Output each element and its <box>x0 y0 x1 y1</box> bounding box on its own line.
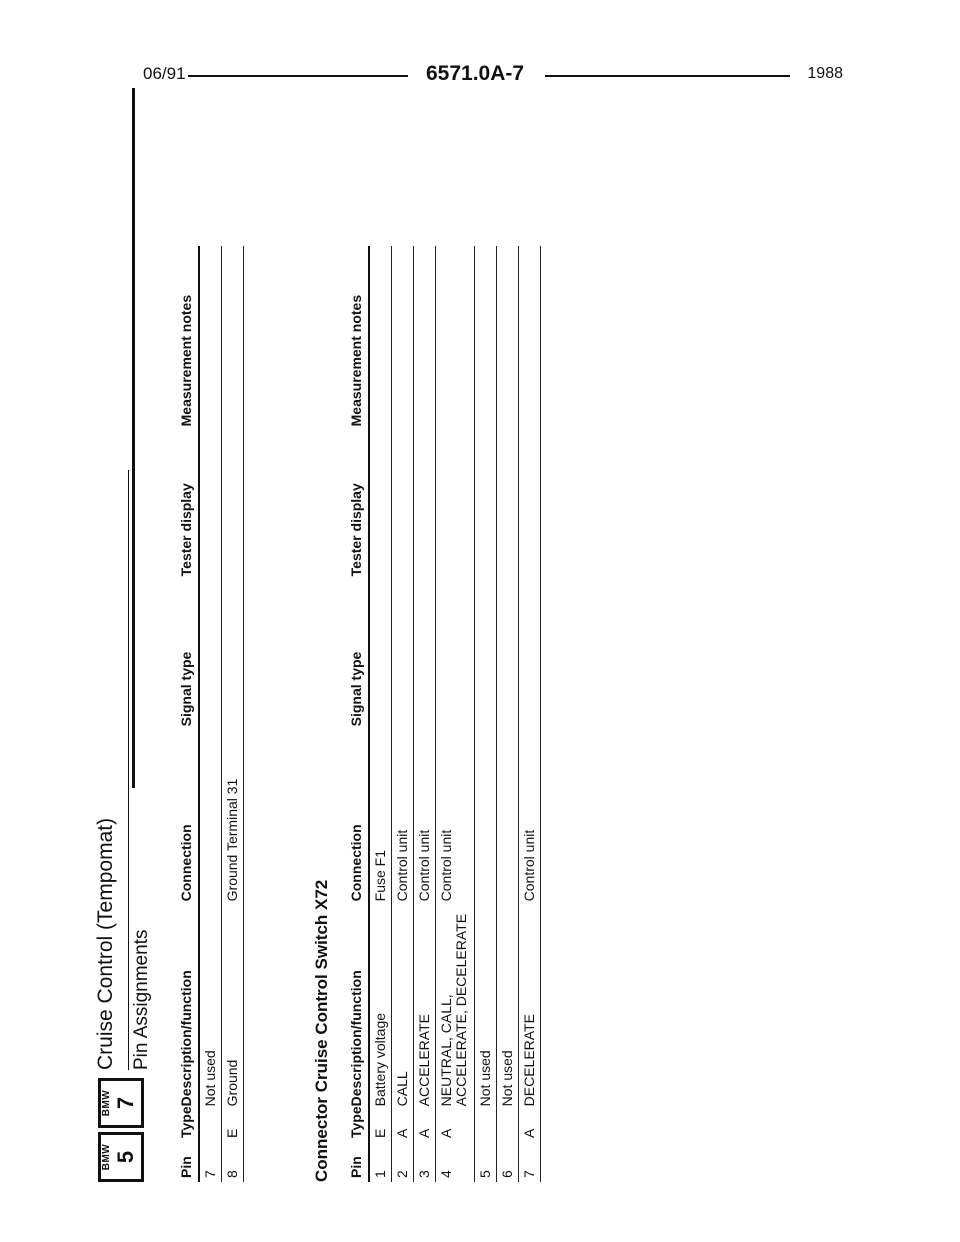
cell-description: CALL <box>392 901 414 1106</box>
header-year: 1988 <box>807 65 843 82</box>
col-tester-display: Tester display <box>178 483 194 577</box>
col-pin: Pin <box>348 1156 364 1178</box>
table-row <box>392 246 414 1182</box>
cell-notes <box>414 246 436 426</box>
cell-type: A <box>392 1106 414 1138</box>
logo-brand: BMW <box>101 1143 112 1171</box>
cell-signal <box>392 576 414 726</box>
cell-description: NEUTRAL, CALL, ACCELERATE, DECELERATE <box>436 901 475 1106</box>
section-heading: Connector Cruise Control Switch X72 <box>312 879 331 1182</box>
cell-connection: Control unit <box>414 726 436 901</box>
cell-description: Not used <box>475 901 497 1106</box>
pin-table-1 <box>178 246 244 1182</box>
cell-tester <box>497 426 519 576</box>
cell-pin: 4 <box>436 1138 475 1182</box>
table-header-row <box>178 246 199 1182</box>
cell-type: A <box>436 1106 475 1138</box>
header-code: 6571.0A-7 <box>426 62 525 85</box>
cell-signal <box>519 576 541 726</box>
cell-description: Ground <box>222 901 244 1106</box>
cell-description: Not used <box>199 901 222 1106</box>
logo-number: 5 <box>113 1150 138 1164</box>
cell-notes <box>369 246 392 426</box>
cell-connection <box>497 726 519 901</box>
table-row <box>475 246 497 1182</box>
cell-tester <box>392 426 414 576</box>
table-row <box>222 246 244 1182</box>
cell-signal <box>475 576 497 726</box>
cell-signal <box>414 576 436 726</box>
cell-tester <box>414 426 436 576</box>
cell-description: Not used <box>497 901 519 1106</box>
cell-pin: 1 <box>369 1138 392 1182</box>
bmw-7-logo <box>98 1078 144 1128</box>
cell-connection: Control unit <box>436 726 475 901</box>
col-tester-display: Tester display <box>348 483 364 577</box>
table-row <box>369 246 392 1182</box>
cell-pin: 3 <box>414 1138 436 1182</box>
col-signal-type: Signal type <box>178 651 194 727</box>
cell-notes <box>519 246 541 426</box>
cell-signal <box>497 576 519 726</box>
cell-type: E <box>369 1106 392 1138</box>
page-subtitle: Pin Assignments <box>128 470 153 1070</box>
cell-tester <box>519 426 541 576</box>
cell-description: Battery voltage <box>369 901 392 1106</box>
cell-signal <box>222 576 244 726</box>
cell-type: A <box>414 1106 436 1138</box>
cell-connection: Fuse F1 <box>369 726 392 901</box>
col-connection: Connection <box>348 824 364 902</box>
col-measurement-notes: Measurement notes <box>178 294 194 427</box>
cell-pin: 8 <box>222 1138 244 1182</box>
cell-pin: 7 <box>199 1138 222 1182</box>
table-header-row <box>348 246 369 1182</box>
cell-description: ACCELERATE <box>414 901 436 1106</box>
cell-notes <box>199 246 222 426</box>
cell-connection <box>199 726 222 901</box>
page-title: Cruise Control (Tempomat) <box>94 817 117 1070</box>
cell-type <box>497 1106 519 1138</box>
cell-signal <box>369 576 392 726</box>
table-row <box>519 246 541 1182</box>
cell-tester <box>222 426 244 576</box>
table-row <box>199 246 222 1182</box>
cell-notes <box>497 246 519 426</box>
cell-pin: 6 <box>497 1138 519 1182</box>
cell-pin: 5 <box>475 1138 497 1182</box>
cell-connection: Control unit <box>519 726 541 901</box>
bmw-series-logos <box>98 1078 144 1182</box>
col-type: Type <box>348 1106 364 1138</box>
cell-type <box>475 1106 497 1138</box>
cell-tester <box>436 426 475 576</box>
cell-connection <box>475 726 497 901</box>
rotated-content <box>90 62 610 1182</box>
col-connection: Connection <box>178 824 194 902</box>
col-type: Type <box>178 1106 194 1138</box>
cell-signal <box>199 576 222 726</box>
cell-notes <box>475 246 497 426</box>
cell-description: DECELERATE <box>519 901 541 1106</box>
cell-notes <box>436 246 475 426</box>
cell-connection: Control unit <box>392 726 414 901</box>
col-description: Description/function <box>348 970 364 1107</box>
cell-type <box>199 1106 222 1138</box>
cell-tester <box>199 426 222 576</box>
cell-notes <box>392 246 414 426</box>
cell-pin: 2 <box>392 1138 414 1182</box>
cell-connection: Ground Terminal 31 <box>222 726 244 901</box>
table-row <box>497 246 519 1182</box>
col-pin: Pin <box>178 1156 194 1178</box>
cell-signal <box>436 576 475 726</box>
pin-table-2 <box>348 246 541 1182</box>
cell-notes <box>222 246 244 426</box>
cell-pin: 7 <box>519 1138 541 1182</box>
header-date: 06/91 <box>143 64 186 83</box>
logo-brand: BMW <box>101 1089 112 1117</box>
table-row <box>414 246 436 1182</box>
col-measurement-notes: Measurement notes <box>348 294 364 427</box>
col-description: Description/function <box>178 970 194 1107</box>
cell-type: E <box>222 1106 244 1138</box>
table-row <box>436 246 475 1182</box>
cell-type: A <box>519 1106 541 1138</box>
cell-tester <box>475 426 497 576</box>
col-signal-type: Signal type <box>348 651 364 727</box>
bmw-5-logo <box>98 1132 144 1182</box>
logo-number: 7 <box>113 1096 138 1110</box>
cell-tester <box>369 426 392 576</box>
